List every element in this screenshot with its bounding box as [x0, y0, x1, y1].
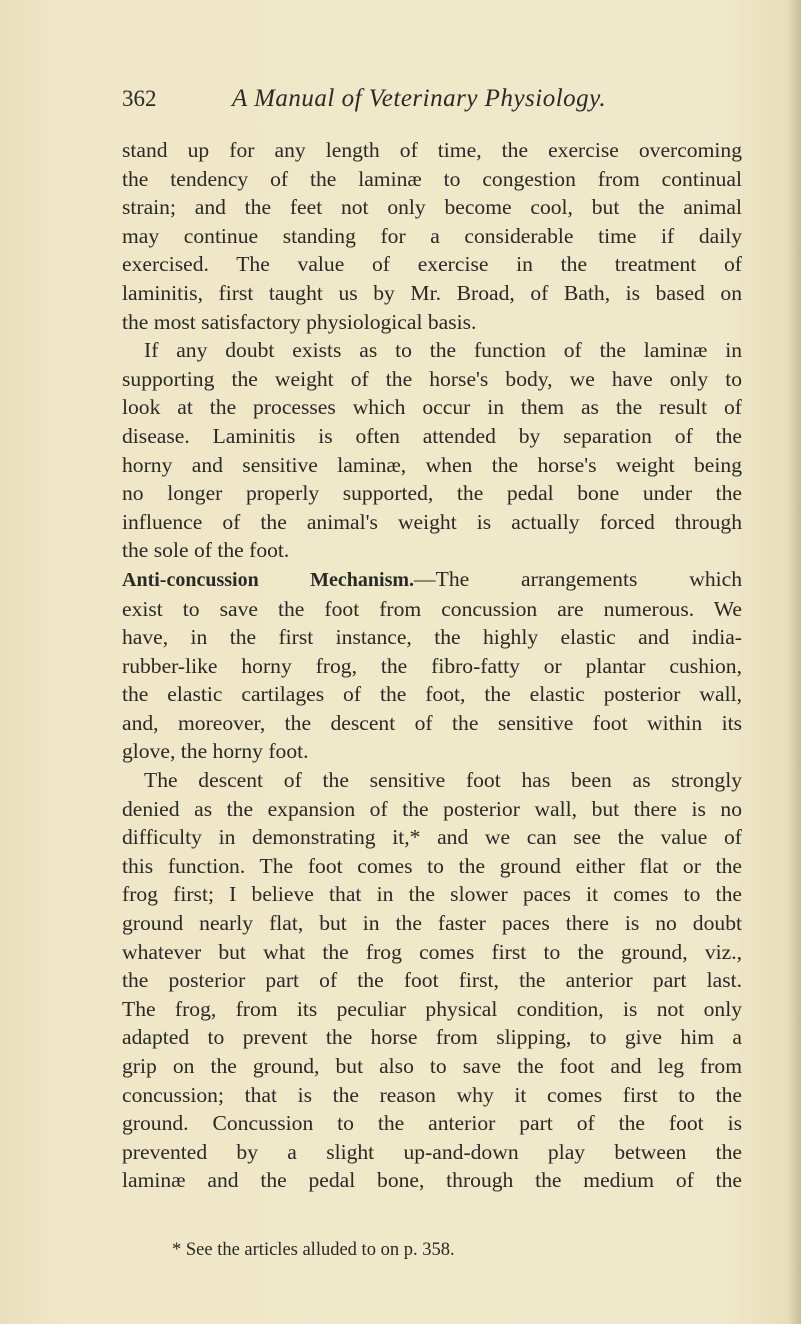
text-line: rubber-like horny frog, the fibro-fatty or plantar cushion, — [122, 653, 742, 678]
page-header — [122, 84, 712, 114]
text-line: influence of the animal's weight is actually forced through — [122, 509, 742, 534]
text-line: the most satisfactory physiological basis. — [122, 309, 477, 334]
text-line: whatever but what the frog comes first to the ground, viz., — [122, 939, 742, 964]
text-line: the tendency of the laminæ to congestion from continual — [122, 166, 742, 191]
running-title: A Manual of Veterinary Physiology. — [232, 85, 607, 112]
page-edge-shadow — [787, 0, 801, 1324]
text-line: and, moreover, the descent of the sensitive foot within its — [122, 710, 742, 735]
text-line: The descent of the sensitive foot has been as strongly — [144, 768, 742, 793]
text-line: have, in the first instance, the highly elastic and india- — [122, 625, 742, 650]
text-line: adapted to prevent the horse from slipping, to give him a — [122, 1025, 742, 1050]
text-line: laminæ and the pedal bone, through the medium of the — [122, 1168, 742, 1193]
text-line: denied as the expansion of the posterior wall, but there is no — [122, 796, 742, 821]
text-line: the elastic cartilages of the foot, the elastic posterior wall, — [122, 682, 742, 707]
text-line: strain; and the feet not only become cool, but the animal — [122, 195, 742, 220]
text-line: disease. Laminitis is often attended by separation of the — [122, 423, 742, 448]
text-line: ground. Concussion to the anterior part of the foot is — [122, 1111, 742, 1136]
text-line: supporting the weight of the horse's body, we have only to — [122, 366, 742, 391]
text-line: frog first; I believe that in the slower paces it comes to the — [122, 882, 742, 907]
text-line: the posterior part of the foot first, the anterior part last. — [122, 968, 742, 993]
text-line: may continue standing for a considerable time if daily — [122, 223, 742, 248]
text-line: the sole of the foot. — [122, 538, 290, 563]
text-line: look at the processes which occur in them as the result of — [122, 395, 742, 420]
text-line: exercised. The value of exercise in the treatment of — [122, 252, 742, 277]
text-line: horny and sensitive laminæ, when the horse's weight being — [122, 452, 742, 477]
text-line: difficulty in demonstrating it,* and we can see the value of — [122, 825, 742, 850]
text-line: grip on the ground, but also to save the foot and leg from — [122, 1054, 742, 1078]
page-number: 362 — [122, 86, 157, 111]
text-line: If any doubt exists as to the function of the laminæ in — [144, 338, 742, 363]
text-line: glove, the horny foot. — [122, 739, 309, 764]
text-line-continuation: —The arrangements which — [414, 566, 742, 591]
text-line: exist to save the foot from concussion are numerous. We — [122, 596, 742, 621]
text-line: concussion; that is the reason why it comes first to the — [122, 1082, 742, 1107]
text-line: this function. The foot comes to the ground either flat or the — [122, 853, 742, 878]
section-heading: Anti-concussion Mechanism. — [122, 568, 415, 591]
text-line: The frog, from its peculiar physical condition, is not only — [122, 996, 742, 1021]
footnote: * See the articles alluded to on p. 358. — [172, 1240, 455, 1260]
body-text — [122, 136, 742, 1195]
text-line: stand up for any length of time, the exercise overcoming — [122, 138, 742, 162]
text-line: laminitis, first taught us by Mr. Broad, of Bath, is based on — [122, 280, 742, 305]
text-line: prevented by a slight up-and-down play between the — [122, 1139, 742, 1164]
section-heading-line — [122, 565, 742, 595]
text-line: no longer properly supported, the pedal bone under the — [122, 481, 742, 506]
text-line: ground nearly flat, but in the faster paces there is no doubt — [122, 911, 742, 936]
